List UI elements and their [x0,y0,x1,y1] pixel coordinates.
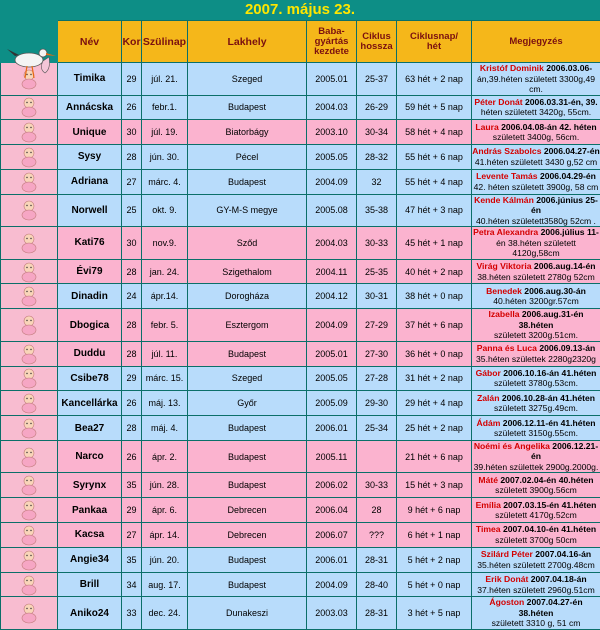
cell-szul: márc. 15. [142,366,188,391]
col-lakhely: Lakhely [188,21,307,63]
cell-hossz: 25-37 [357,63,397,96]
cell-lak: Biatorbágy [188,120,307,145]
cell-lak: Szeged [188,63,307,96]
cell-lak: Esztergom [188,309,307,342]
cell-nev: Syrynx [58,473,122,498]
cell-megjegyzes: Péter Donát 2006.03.31-én, 39. héten született 3420g, 55cm. [472,95,600,120]
cell-nap: 47 hét + 3 nap [397,194,472,227]
col-babagyartas: Baba- gyártás kezdete [307,21,357,63]
cell-kor: 28 [122,309,142,342]
cell-nap: 5 hét + 0 nap [397,572,472,597]
baby-name: Emília [476,500,501,510]
cell-szul: máj. 4. [142,416,188,441]
cell-lak: Szeged [188,366,307,391]
cell-hossz: 35-38 [357,194,397,227]
cell-lak: Budapest [188,572,307,597]
cell-megjegyzes: Ágoston 2007.04.27-én 38.héten született 3310 g, 51 cm [472,597,600,630]
cell-nap: 25 hét + 2 nap [397,416,472,441]
cell-nap: 45 hét + 1 nap [397,227,472,260]
cell-lak: Debrecen [188,498,307,523]
cell-nap: 5 hét + 2 nap [397,547,472,572]
baby-cell [1,597,58,630]
cell-megjegyzes: Laura 2006.04.08-án 42. héten született 3400g, 56cm. [472,120,600,145]
cell-hossz: 27-28 [357,366,397,391]
cell-kor: 29 [122,498,142,523]
baby-cell [1,498,58,523]
baby-cell [1,194,58,227]
cell-hossz: 30-34 [357,120,397,145]
baby-name: Péter Donát [474,97,522,107]
baby-icon [14,474,44,496]
col-ciklusnap: Ciklusnap/ hét [397,21,472,63]
cell-kezd: 2005.09 [307,391,357,416]
baby-name: Benedek [486,286,522,296]
baby-name: Kende Kálmán [474,195,534,205]
cell-megjegyzes: Levente Tamás 2006.04.29-én 42. héten született 3900g, 58 cm [472,169,600,194]
cell-nap: 37 hét + 6 nap [397,309,472,342]
baby-icon [14,549,44,571]
cell-hossz: 30-33 [357,227,397,260]
table-row [1,572,600,597]
baby-name: Zalán [477,393,499,403]
baby-name: Szilárd Péter [481,549,533,559]
cell-megjegyzes: Ádám 2006.12.11-én 41.héten született 3150g.55cm. [472,416,600,441]
baby-icon [14,232,44,254]
baby-name: Panna és Luca [477,343,537,353]
cell-megjegyzes: Zalán 2006.10.28-án 41.héten született 3275g.49cm. [472,391,600,416]
cell-szul: jún. 20. [142,547,188,572]
cell-kor: 28 [122,416,142,441]
cell-kezd: 2006.07 [307,523,357,548]
cell-lak: Budapest [188,169,307,194]
header-row [1,21,600,63]
table-row [1,523,600,548]
baby-icon [14,96,44,118]
cell-szul: jan. 24. [142,259,188,284]
cell-kor: 27 [122,523,142,548]
col-ciklushossza: Ciklus hossza [357,21,397,63]
table-row [1,366,600,391]
cell-kor: 30 [122,227,142,260]
table-row [1,194,600,227]
baby-icon [14,199,44,221]
cell-nev: Kancellárka [58,391,122,416]
baby-cell [1,523,58,548]
cell-lak: Szigethalom [188,259,307,284]
table-row [1,416,600,441]
cell-lak: Budapest [188,95,307,120]
cell-szul: máj. 13. [142,391,188,416]
baby-icon [14,499,44,521]
baby-name: Izabella [488,309,519,319]
cell-nev: Kati76 [58,227,122,260]
cell-hossz: 32 [357,169,397,194]
cell-szul: febr.1. [142,95,188,120]
cell-lak: Budapest [188,341,307,366]
cell-kezd: 2005.01 [307,63,357,96]
cell-nev: Duddu [58,341,122,366]
cell-szul: márc. 4. [142,169,188,194]
cell-nap: 59 hét + 5 nap [397,95,472,120]
cell-kezd: 2004.03 [307,95,357,120]
cell-kezd: 2004.09 [307,169,357,194]
baby-icon [14,146,44,168]
cell-megjegyzes: Emília 2007.03.15-én 41.héten született 4170g.52cm [472,498,600,523]
baby-name: Noémi és Angelika [474,441,550,451]
cell-kor: 27 [122,169,142,194]
table-row [1,498,600,523]
cell-szul: jún. 30. [142,145,188,170]
cell-nev: Sysy [58,145,122,170]
cell-szul: dec. 24. [142,597,188,630]
baby-table [0,20,600,630]
baby-icon [14,343,44,365]
baby-cell [1,227,58,260]
cell-nap: 55 hét + 6 nap [397,145,472,170]
baby-icon [14,392,44,414]
cell-nev: Adriana [58,169,122,194]
cell-kor: 29 [122,366,142,391]
table-row [1,391,600,416]
cell-kezd: 2003.10 [307,120,357,145]
stork-icon [5,43,57,63]
cell-szul: nov.9. [142,227,188,260]
baby-name: Erik Donát [485,574,528,584]
cell-nev: Kacsa [58,523,122,548]
cell-nev: Bea27 [58,416,122,441]
cell-szul: okt. 9. [142,194,188,227]
cell-nap: 3 hét + 5 nap [397,597,472,630]
cell-kor: 28 [122,145,142,170]
cell-megjegyzes: Noémi és Angelika 2006.12.21-én 39.héten születtek 2900g.2000g. [472,440,600,473]
cell-nev: Angie34 [58,547,122,572]
col-szulinap: Szülinap [142,21,188,63]
cell-nev: Timika [58,63,122,96]
cell-kor: 35 [122,547,142,572]
page-title: 2007. május 23. [0,0,600,20]
baby-icon [14,367,44,389]
cell-nev: Dinadin [58,284,122,309]
cell-kor: 28 [122,259,142,284]
cell-kezd: 2004.12 [307,284,357,309]
baby-cell [1,341,58,366]
baby-cell [1,259,58,284]
baby-name: Máté [478,475,498,485]
cell-szul: aug. 17. [142,572,188,597]
cell-kor: 29 [122,63,142,96]
baby-cell [1,309,58,342]
cell-lak: Budapest [188,547,307,572]
baby-name: Kristóf Dominik [480,63,544,73]
cell-kor: 25 [122,194,142,227]
cell-kezd: 2006.01 [307,547,357,572]
cell-szul: jún. 28. [142,473,188,498]
table-row [1,547,600,572]
baby-cell [1,95,58,120]
cell-nap: 58 hét + 4 nap [397,120,472,145]
baby-cell [1,547,58,572]
cell-nap: 36 hét + 0 nap [397,341,472,366]
baby-name: Petra Alexandra [473,227,538,237]
stork-cell [1,21,58,63]
baby-name: Virág Viktoria [476,261,531,271]
cell-kezd: 2006.02 [307,473,357,498]
cell-lak: GY-M-S megye [188,194,307,227]
cell-nap: 38 hét + 0 nap [397,284,472,309]
cell-nev: Annácska [58,95,122,120]
cell-kor: 28 [122,341,142,366]
cell-hossz: 26-29 [357,95,397,120]
table-row [1,259,600,284]
cell-kezd: 2004.09 [307,309,357,342]
table-row [1,341,600,366]
table-row [1,169,600,194]
cell-hossz: 28 [357,498,397,523]
baby-cell [1,169,58,194]
cell-hossz: 30-31 [357,284,397,309]
cell-nap: 21 hét + 6 nap [397,440,472,473]
cell-szul: febr. 5. [142,309,188,342]
cell-hossz: ??? [357,523,397,548]
cell-lak: Budapest [188,473,307,498]
cell-megjegyzes: Gábor 2006.10.16-án 41.héten született 3780g.53cm. [472,366,600,391]
cell-kezd: 2004.03 [307,227,357,260]
baby-icon [14,314,44,336]
cell-nap: 63 hét + 2 nap [397,63,472,96]
table-row [1,284,600,309]
col-megjegyzes: Megjegyzés [472,21,600,63]
baby-icon [14,417,44,439]
cell-megjegyzes: Timea 2007.04.10-én 41.héten született 3700g 50cm [472,523,600,548]
cell-hossz: 29-30 [357,391,397,416]
cell-kezd: 2005.05 [307,145,357,170]
cell-hossz: 27-30 [357,341,397,366]
baby-name: András Szabolcs [472,146,541,156]
baby-cell [1,145,58,170]
cell-megjegyzes: Kende Kálmán 2006.június 25-én 40.héten született3580g 52cm . [472,194,600,227]
cell-szul: júl. 19. [142,120,188,145]
baby-name: Levente Tamás [476,171,537,181]
baby-icon [14,285,44,307]
cell-kor: 30 [122,120,142,145]
cell-nap: 6 hét + 1 nap [397,523,472,548]
col-nev: Név [58,21,122,63]
cell-kezd: 2005.01 [307,341,357,366]
cell-kor: 35 [122,473,142,498]
table-row [1,473,600,498]
table-row [1,440,600,473]
cell-nev: Aniko24 [58,597,122,630]
cell-megjegyzes: Erik Donát 2007.04.18-án 37.héten született 2960g.51cm [472,572,600,597]
cell-szul: júl. 11. [142,341,188,366]
cell-lak: Debrecen [188,523,307,548]
cell-megjegyzes: Szilárd Péter 2007.04.16-án 35.héten született 2700g.48cm [472,547,600,572]
baby-name: Timea [476,524,501,534]
baby-cell [1,440,58,473]
cell-kezd: 2005.05 [307,366,357,391]
cell-lak: Budapest [188,416,307,441]
cell-nap: 29 hét + 4 nap [397,391,472,416]
table-row [1,597,600,630]
cell-lak: Pécel [188,145,307,170]
cell-kor: 33 [122,597,142,630]
cell-nap: 9 hét + 6 nap [397,498,472,523]
baby-cell [1,366,58,391]
baby-icon [14,171,44,193]
cell-lak: Dorogháza [188,284,307,309]
baby-icon [14,121,44,143]
cell-nev: Dbogica [58,309,122,342]
cell-hossz: 28-31 [357,547,397,572]
baby-icon [14,261,44,283]
baby-name: Laura [475,122,498,132]
cell-lak: Győr [188,391,307,416]
cell-hossz: 28-31 [357,597,397,630]
baby-cell [1,284,58,309]
cell-szul: ápr. 2. [142,440,188,473]
cell-lak: Sződ [188,227,307,260]
cell-megjegyzes: Virág Viktoria 2006.aug.14-én 38.héten született 2780g 52cm [472,259,600,284]
cell-hossz: 25-35 [357,259,397,284]
cell-lak: Dunakeszi [188,597,307,630]
cell-megjegyzes: Panna és Luca 2006.09.13-án 35.héten születtek 2280g2320g [472,341,600,366]
cell-nap: 55 hét + 4 nap [397,169,472,194]
cell-kezd: 2006.04 [307,498,357,523]
cell-kor: 24 [122,284,142,309]
cell-kor: 26 [122,440,142,473]
baby-name: Ágoston [489,597,524,607]
baby-cell [1,120,58,145]
table-row [1,63,600,96]
cell-kezd: 2005.11 [307,440,357,473]
cell-kezd: 2005.08 [307,194,357,227]
baby-name: Gábor [476,368,501,378]
cell-megjegyzes: Kristóf Dominik 2006.03.06- án,39.héten született 3300g,49 cm. [472,63,600,96]
cell-nap: 31 hét + 2 nap [397,366,472,391]
cell-hossz: 27-29 [357,309,397,342]
cell-kor: 34 [122,572,142,597]
table-row [1,309,600,342]
baby-icon [14,602,44,624]
cell-hossz: 28-32 [357,145,397,170]
cell-nev: Pankaa [58,498,122,523]
cell-megjegyzes: Petra Alexandra 2006.július 11- én 38.héten született 4120g,58cm [472,227,600,260]
cell-szul: ápr. 6. [142,498,188,523]
baby-name: Ádám [477,418,501,428]
cell-nev: Norwell [58,194,122,227]
cell-szul: ápr. 14. [142,523,188,548]
cell-megjegyzes: Máté 2007.02.04-én 40.héten született 3900g.56cm [472,473,600,498]
cell-megjegyzes: Izabella 2006.aug.31-én 38.héten született 3200g.51cm. [472,309,600,342]
cell-kezd: 2004.09 [307,572,357,597]
cell-nev: Narco [58,440,122,473]
cell-hossz: 30-33 [357,473,397,498]
cell-szul: ápr.14. [142,284,188,309]
cell-kezd: 2006.01 [307,416,357,441]
baby-icon [14,574,44,596]
cell-hossz: 28-40 [357,572,397,597]
cell-kezd: 2004.11 [307,259,357,284]
baby-cell [1,391,58,416]
baby-icon [14,524,44,546]
cell-szul: júl. 21. [142,63,188,96]
cell-kor: 26 [122,95,142,120]
cell-nev: Brill [58,572,122,597]
col-kor: Kor [122,21,142,63]
cell-lak: Budapest [188,440,307,473]
table-row [1,145,600,170]
cell-nev: Csibe78 [58,366,122,391]
cell-hossz: 25-34 [357,416,397,441]
baby-icon [14,446,44,468]
cell-megjegyzes: Benedek 2006.aug.30-án 40.héten 3200gr.57cm [472,284,600,309]
baby-cell [1,572,58,597]
cell-megjegyzes: András Szabolcs 2006.04.27-én 41.héten született 3430 g,52 cm [472,145,600,170]
baby-cell [1,416,58,441]
baby-cell [1,473,58,498]
cell-kor: 26 [122,391,142,416]
cell-nap: 40 hét + 2 nap [397,259,472,284]
cell-nev: Unique [58,120,122,145]
table-row [1,227,600,260]
cell-kezd: 2003.03 [307,597,357,630]
cell-nap: 15 hét + 3 nap [397,473,472,498]
cell-nev: Évi79 [58,259,122,284]
table-row [1,95,600,120]
table-row [1,120,600,145]
cell-hossz [357,440,397,473]
